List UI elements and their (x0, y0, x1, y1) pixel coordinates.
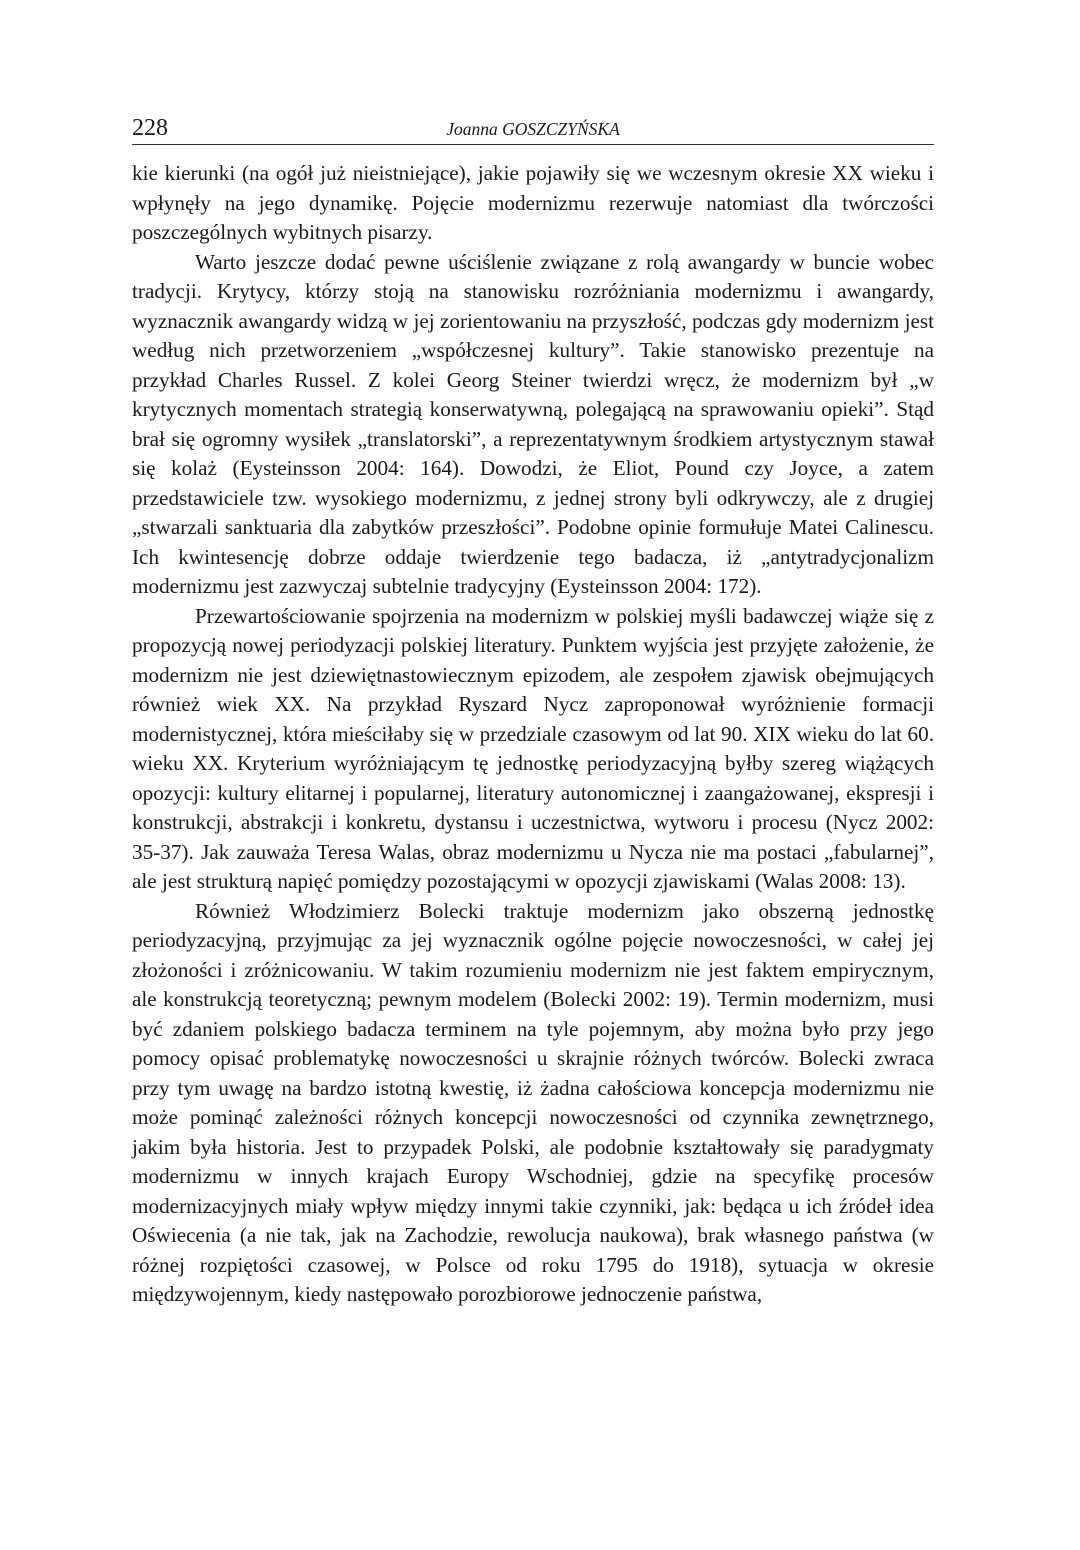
paragraph: Warto jeszcze dodać pewne uściślenie związane z rolą awangardy w buncie wobec tradycji. Krytycy, którzy stoją na stanowisku rozróżniania modernizmu i awangardy, wyznacznik awangardy widzą w jej zorientowaniu na przyszłość, podczas gdy modernizm jest według nich przetworzeniem „współczesnej kultury”. Takie stanowisko prezentuje na przykład Charles Russel. Z kolei Georg Steiner twierdzi wręcz, że modernizm był „w krytycznych momentach strategią konserwatywną, polegającą na sprawowaniu opieki”. Stąd brał się ogromny wysiłek „translatorski”, a reprezentatywnym środkiem artystycznym stawał się kolaż (Eysteinsson 2004: 164). Dowodzi, że Eliot, Pound czy Joyce, a zatem przedstawiciele tzw. wysokiego modernizmu, z jednej strony byli odkrywczy, ale z drugiej „stwarzali sanktuaria dla zabytków przeszłości”. Podobne opinie formułuje Matei Calinescu. Ich kwintesencję dobrze oddaje twierdzenie tego badacza, iż „antytradycjonalizm modernizmu jest zazwyczaj subtelnie tradycyjny (Eysteinsson 2004: 172). (132, 249, 934, 598)
paragraph: Przewartościowanie spojrzenia na modernizm w polskiej myśli badawczej wiąże się z propozycją nowej periodyzacji polskiej literatury. Punktem wyjścia jest przyjęte założenie, że modernizm nie jest dziewiętnastowiecznym epizodem, ale zespołem zjawisk obejmujących również wiek XX. Na przykład Ryszard Nycz zaproponował wyróżnienie formacji modernistycznej, która mieściłaby się w przedziale czasowym od lat 90. XIX wieku do lat 60. wieku XX. Kryterium wyróżniającym tę jednostkę periodyzacyjną byłby szereg wiążących opozycji: kultury elitarnej i popularnej, literatury autonomicznej i zaangażowanej, ekspresji i konstrukcji, abstrakcji i konkretu, dystansu i uczestnictwa, wytworu i procesu (Nycz 2002: 35-37). Jak zauważa Teresa Walas, obraz modernizmu u Nycza nie ma postaci „fabularnej”, ale jest strukturą napięć pomiędzy pozostającymi w opozycji zjawiskami (Walas 2008: 13). (132, 603, 934, 893)
body-text (132, 159, 934, 1310)
running-header (132, 112, 934, 145)
paragraph: kie kierunki (na ogół już nieistniejące), jakie pojawiły się we wczesnym okresie XX wieku i wpłynęły na jego dynamikę. Pojęcie modernizmu rezerwuje natomiast dla twórczości poszczególnych wybitnych pisarzy. (132, 161, 934, 244)
running-head-author: Joanna GOSZCZYŃSKA (446, 119, 620, 139)
page (132, 112, 934, 1310)
page-number: 228 (132, 115, 168, 141)
paragraph: Również Włodzimierz Bolecki traktuje modernizm jako obszerną jednostkę periodyzacyjną, przyjmując za jej wyznacznik ogólne pojęcie nowoczesności, w całej jej złożoności i zróżnicowaniu. W takim rozumieniu modernizm nie jest faktem empirycznym, ale konstrukcją teoretyczną; pewnym modelem (Bolecki 2002: 19). Termin modernizm, musi być zdaniem polskiego badacza terminem na tyle pojemnym, aby można było przy jego pomocy opisać problematykę nowoczesności u skrajnie różnych twórców. Bolecki zwraca przy tym uwagę na bardzo istotną kwestię, iż żadna całościowa koncepcja modernizmu nie może pominąć zależności różnych koncepcji nowoczesności od czynnika zewnętrznego, jakim była historia. Jest to przypadek Polski, ale podobnie kształtowały się paradygmaty modernizmu w innych krajach Europy Wschodniej, gdzie na specyfikę procesów modernizacyjnych miały wpływ między innymi takie czynniki, jak: będąca u ich źródeł idea Oświecenia (a nie tak, jak na Zachodzie, rewolucja naukowa), brak własnego państwa (w różnej rozpiętości czasowej, w Polsce od roku 1795 do 1918), sytuacja w okresie międzywojennym, kiedy następowało porozbiorowe jednoczenie państwa, (132, 898, 934, 1306)
